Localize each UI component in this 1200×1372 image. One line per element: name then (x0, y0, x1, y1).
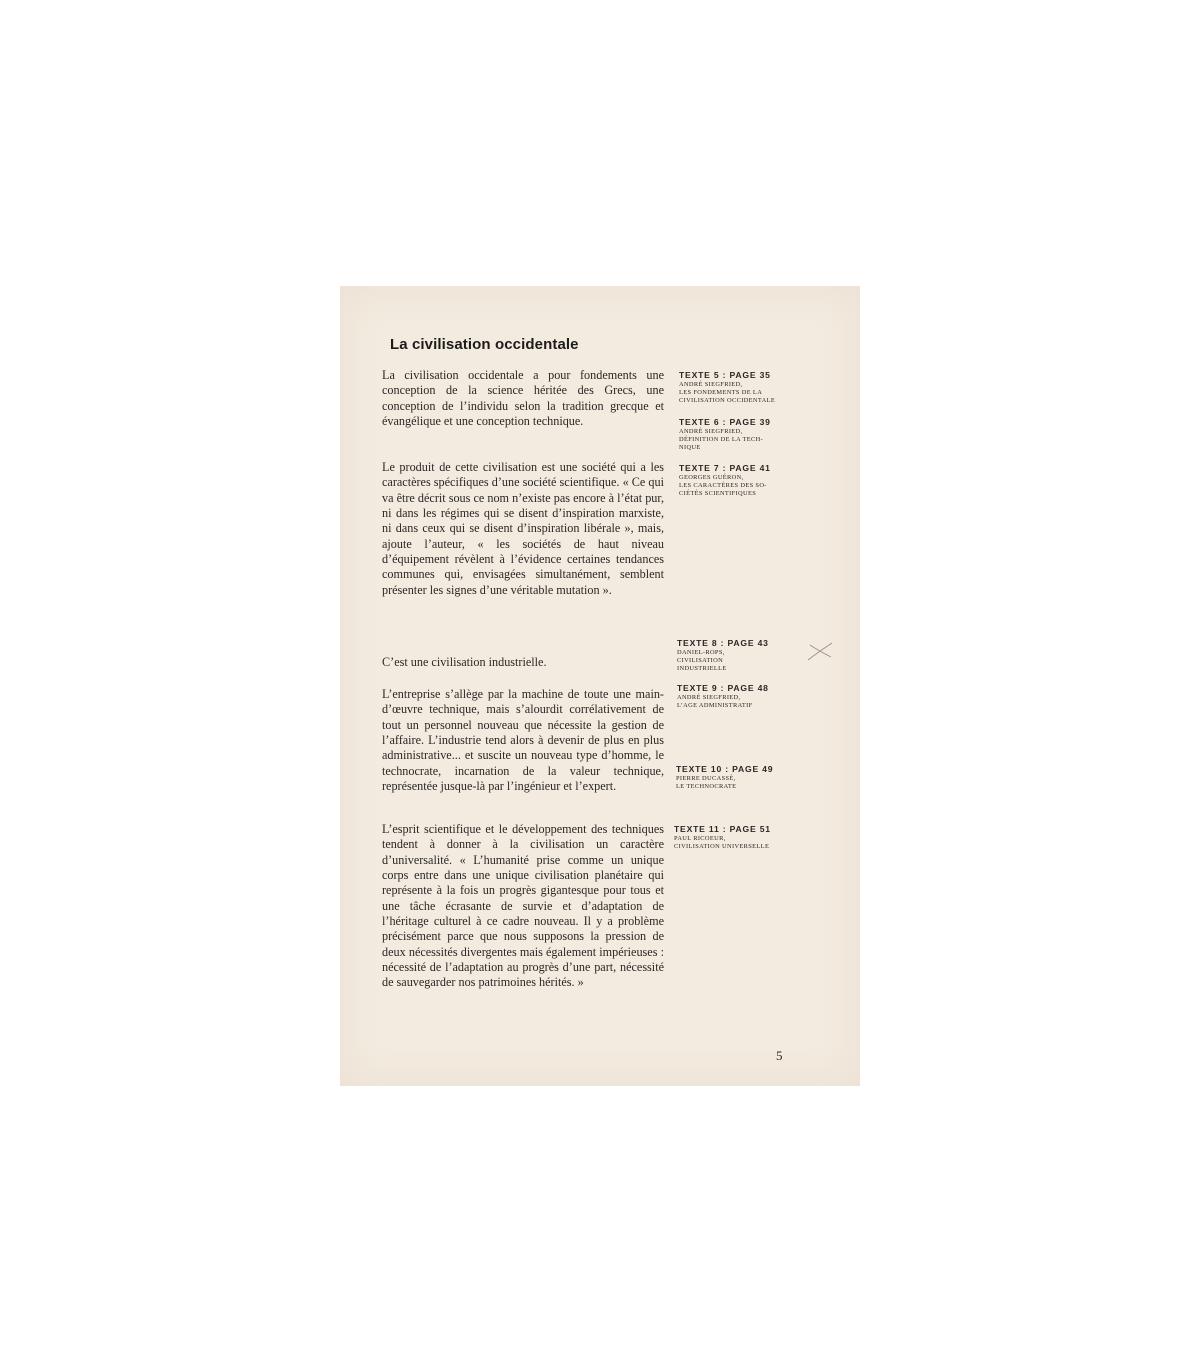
margin-note-source: ANDRÉ SIEGFRIED, L’AGE ADMINISTRATIF (677, 694, 753, 709)
paragraph-fondements: La civilisation occidentale a pour fondements une conception de la science héritée des Grecs, une conception de l’individu selon la tradition grecque et évangélique et une conception technique. (382, 368, 664, 429)
margin-note-texte-8 (677, 638, 769, 673)
pencil-cross-mark (805, 640, 835, 664)
margin-note-head: TEXTE 11 : PAGE 51 (674, 824, 771, 834)
margin-note-texte-10 (676, 764, 773, 791)
margin-note-source: ANDRÉ SIEGFRIED, DÉFINITION DE LA TECH- NIQUE (679, 428, 764, 451)
margin-note-source: ANDRÉ SIEGFRIED, LES FONDEMENTS DE LA CIVILISATION OCCIDENTALE (679, 381, 776, 404)
margin-note-texte-5 (679, 370, 775, 405)
margin-note-texte-9 (677, 683, 769, 710)
margin-note-head: TEXTE 5 : PAGE 35 (679, 370, 771, 380)
page-number: 5 (776, 1048, 783, 1063)
paragraph-civilisation-industrielle: C’est une civilisation industrielle. (382, 655, 547, 669)
margin-note-source: PIERRE DUCASSÉ, LE TECHNOCRATE (676, 775, 737, 790)
margin-note-source: GEORGES GUÉRON, LES CARACTÈRES DES SO- CIÉTÉS SCIENTIFIQUES (679, 474, 767, 497)
margin-note-texte-7 (679, 463, 771, 498)
paragraph-esprit-scientifique: L’esprit scientifique et le développement des techniques tendent à donner à la civilisation un caractère d’universalité. « L’humanité prise comme un unique corps entre dans une unique civilisation planétaire qui représente à la fois un progrès gigantesque pour tous et une tâche écrasante de survie et d’adaptation de l’héritage culturel à ce cadre nouveau. Il y a problème précisément parce que nous supposons la pression de deux nécessités divergentes mais également impérieuses : nécessité de l’adaptation au progrès d’une part, nécessité de sauvegarder nos patrimoines hérités. » (382, 822, 664, 990)
margin-note-texte-11 (674, 824, 771, 851)
margin-note-texte-6 (679, 417, 771, 452)
paragraph-entreprise: L’entreprise s’allège par la machine de toute une main-d’œuvre technique, mais s’alourdit corrélativement de tout un personnel nouveau que nécessite la gestion de l’affaire. L’industrie tend alors à devenir de plus en plus administrative... et suscite un nouveau type d’homme, le technocrate, incarnation de la valeur technique, représentée jusque-là par l’ingénieur et l’expert. (382, 687, 664, 794)
margin-note-head: TEXTE 8 : PAGE 43 (677, 638, 769, 648)
section-title: La civilisation occidentale (390, 336, 579, 353)
paragraph-societe-scientifique: Le produit de cette civilisation est une société qui a les caractères spécifiques d’une société scientifique. « Ce qui va être décrit sous ce nom n’existe pas encore à l’état pur, ni dans les régimes qui se disent d’inspiration marxiste, ni dans ceux qui se disent d’inspiration libérale », mais, ajoute l’auteur, « les sociétés de haut niveau d’équipement révèlent à l’évidence certaines tendances communes qui, envisagées simultanément, semblent présenter les signes d’une véritable mutation ». (382, 460, 664, 597)
margin-note-head: TEXTE 6 : PAGE 39 (679, 417, 771, 427)
book-page (340, 286, 860, 1086)
margin-note-head: TEXTE 10 : PAGE 49 (676, 764, 774, 774)
margin-note-source: DANIEL-ROPS, CIVILISATION INDUSTRIELLE (677, 649, 727, 672)
margin-note-head: TEXTE 9 : PAGE 48 (677, 683, 769, 693)
margin-note-source: PAUL RICOEUR, CIVILISATION UNIVERSELLE (674, 835, 770, 850)
margin-note-head: TEXTE 7 : PAGE 41 (679, 463, 771, 473)
